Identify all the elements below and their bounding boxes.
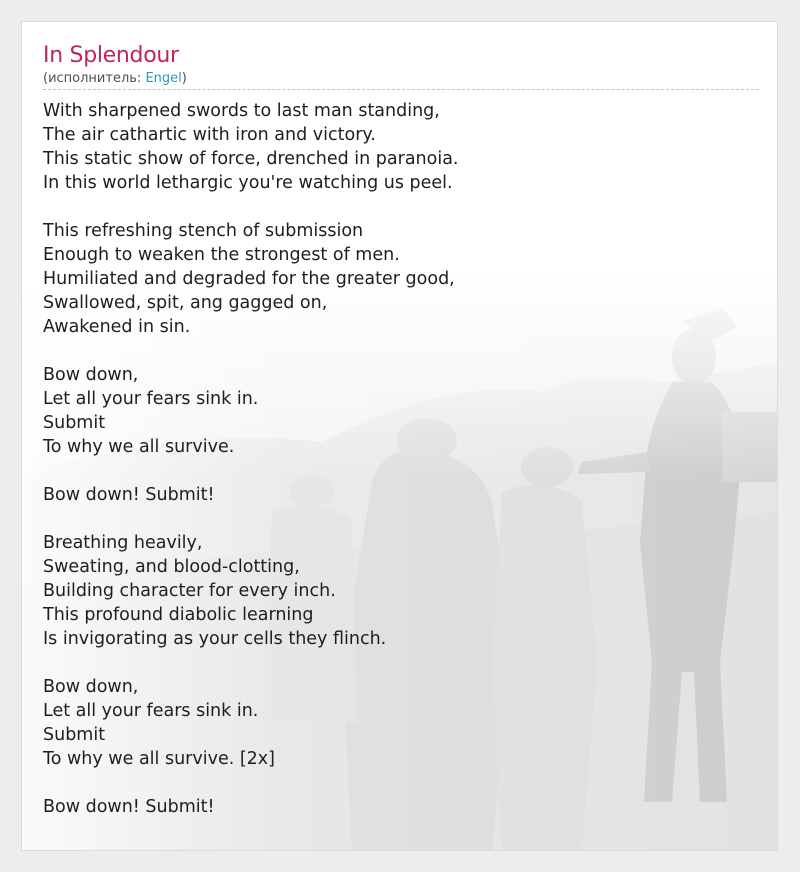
lyric-line: To why we all survive. [2x]	[43, 749, 275, 769]
lyric-line: Enough to weaken the strongest of men.	[43, 245, 400, 265]
song-title: In Splendour	[43, 43, 179, 68]
lyrics-text	[43, 99, 759, 819]
lyric-line: Building character for every inch.	[43, 581, 336, 601]
lyric-line: Submit	[43, 725, 106, 745]
lyric-line: In this world lethargic you're watching us peel.	[43, 173, 453, 193]
lyric-line	[43, 195, 759, 219]
lyric-line	[43, 459, 759, 483]
lyrics-content	[43, 42, 759, 819]
lyric-line: Swallowed, spit, ang gagged on,	[43, 293, 328, 313]
lyric-line: To why we all survive.	[43, 437, 235, 457]
lyric-line: Submit	[43, 413, 106, 433]
lyric-line: Bow down! Submit!	[43, 485, 215, 505]
performer-prefix: (исполнитель:	[43, 71, 146, 86]
lyric-line: With sharpened swords to last man standing,	[43, 101, 440, 121]
performer-line	[43, 70, 759, 87]
lyric-line	[43, 771, 759, 795]
performer-link[interactable]: Engel	[145, 71, 182, 86]
lyric-line: The air cathartic with iron and victory.	[43, 125, 376, 145]
lyric-line	[43, 339, 759, 363]
title-separator	[43, 89, 759, 90]
performer-suffix: )	[181, 71, 187, 86]
lyric-line: Bow down,	[43, 365, 139, 385]
lyric-line: This profound diabolic learning	[43, 605, 314, 625]
lyric-line: This static show of force, drenched in paranoia.	[43, 149, 459, 169]
lyric-line: Bow down,	[43, 677, 139, 697]
lyric-line	[43, 507, 759, 531]
lyric-line: Let all your fears sink in.	[43, 389, 259, 409]
lyric-line: Humiliated and degraded for the greater good,	[43, 269, 455, 289]
lyric-line: Sweating, and blood-clotting,	[43, 557, 300, 577]
lyrics-card	[21, 21, 778, 851]
lyric-line: Is invigorating as your cells they flinch.	[43, 629, 387, 649]
lyric-line: Bow down! Submit!	[43, 797, 215, 817]
lyric-line: Let all your fears sink in.	[43, 701, 259, 721]
lyric-line	[43, 651, 759, 675]
lyric-line: This refreshing stench of submission	[43, 221, 364, 241]
lyric-line: Breathing heavily,	[43, 533, 203, 553]
lyric-line: Awakened in sin.	[43, 317, 191, 337]
